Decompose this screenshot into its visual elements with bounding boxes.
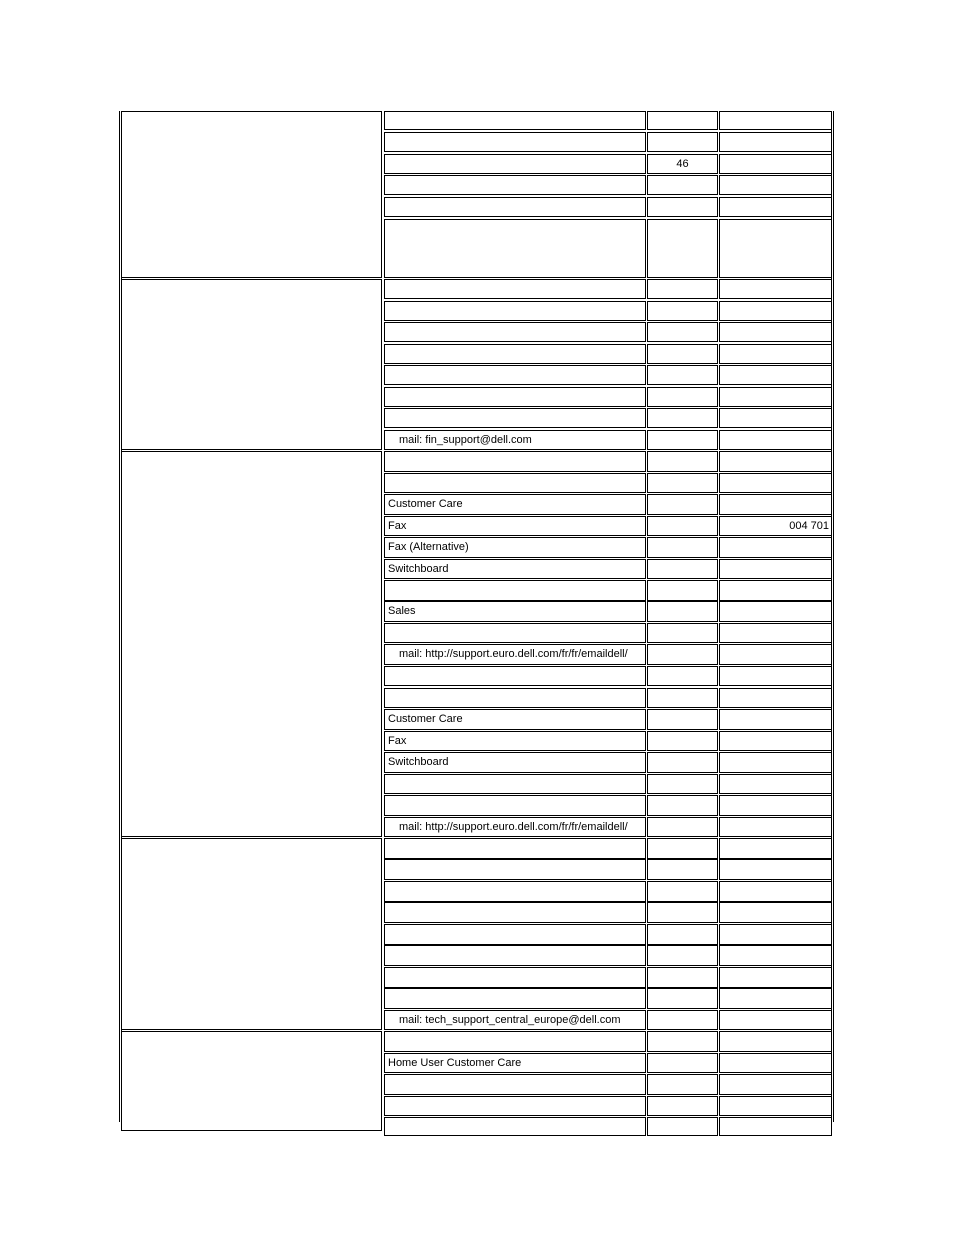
row-code-cell [647,1074,718,1095]
table-border-left [119,111,120,1122]
country-cell [121,1031,382,1131]
row-number-cell [719,817,832,837]
row-number-cell [719,731,832,751]
row-number-cell [719,301,832,321]
country-cell [121,451,382,837]
row-number-cell [719,537,832,558]
row-code-cell [647,988,718,1009]
row-label-cell [384,945,646,966]
row-code-cell [647,494,718,515]
row-code-cell [647,666,718,686]
row-number-cell [719,365,832,385]
row-code-cell [647,752,718,773]
row-code-cell [647,559,718,579]
row-code-cell [647,795,718,816]
row-label-cell [384,838,646,859]
row-label-cell [384,580,646,601]
row-code-cell [647,1053,718,1073]
row-code-cell [647,623,718,643]
row-number-cell [719,580,832,601]
row-label-cell [384,473,646,493]
row-label-cell [384,1096,646,1116]
row-number-cell [719,623,832,643]
row-code-cell [647,279,718,299]
row-code-cell [647,473,718,493]
row-code-cell [647,111,718,130]
row-label-cell [384,1117,646,1136]
row-label-cell [384,111,646,130]
row-number-cell [719,279,832,299]
row-number-cell: 004 701 [719,516,832,536]
row-label-cell: mail: fin_support@dell.com [384,430,646,450]
row-label-cell: Customer Care [384,494,646,515]
row-code-cell [647,838,718,859]
row-code-cell [647,688,718,708]
row-number-cell [719,902,832,923]
row-number-cell [719,752,832,773]
row-number-cell [719,1053,832,1073]
row-number-cell [719,494,832,515]
row-label-cell [384,688,646,708]
row-code-cell [647,132,718,152]
row-number-cell [719,967,832,988]
row-number-cell [719,132,832,152]
row-number-cell [719,1010,832,1030]
row-label-cell [384,322,646,342]
row-code-cell: 46 [647,154,718,174]
row-label-cell [384,666,646,686]
row-code-cell [647,301,718,321]
row-code-cell [647,774,718,794]
row-code-cell [647,451,718,472]
row-number-cell [719,988,832,1009]
row-label-cell [384,175,646,195]
row-label-cell [384,387,646,407]
row-label-cell: Fax (Alternative) [384,537,646,558]
row-label-cell [384,301,646,321]
row-code-cell [647,1096,718,1116]
row-code-cell [647,219,718,278]
row-label-cell [384,859,646,880]
row-number-cell [719,644,832,665]
row-number-cell [719,473,832,493]
row-code-cell [647,1031,718,1052]
row-label-cell: Home User Customer Care [384,1053,646,1073]
row-number-cell [719,709,832,730]
row-code-cell [647,175,718,195]
row-number-cell [719,322,832,342]
row-number-cell [719,175,832,195]
row-label-cell: Fax [384,731,646,751]
row-number-cell [719,559,832,579]
row-code-cell [647,601,718,622]
row-number-cell [719,795,832,816]
row-label-cell [384,1074,646,1095]
row-number-cell [719,344,832,364]
row-code-cell [647,387,718,407]
row-label-cell [384,795,646,816]
row-code-cell [647,430,718,450]
row-number-cell [719,1117,832,1136]
row-code-cell [647,967,718,988]
row-code-cell [647,945,718,966]
row-label-cell [384,154,646,174]
row-number-cell [719,774,832,794]
row-code-cell [647,644,718,665]
row-label-cell: Switchboard [384,752,646,773]
row-label-cell [384,132,646,152]
row-number-cell [719,430,832,450]
row-code-cell [647,709,718,730]
row-number-cell [719,408,832,428]
row-number-cell [719,859,832,880]
row-code-cell [647,1117,718,1136]
row-label-cell [384,344,646,364]
country-cell [121,838,382,1030]
row-number-cell [719,451,832,472]
row-number-cell [719,924,832,945]
row-code-cell [647,322,718,342]
row-label-cell [384,219,646,278]
row-label-cell: Sales [384,601,646,622]
row-label-cell [384,1031,646,1052]
row-label-cell [384,451,646,472]
row-label-cell: Switchboard [384,559,646,579]
row-code-cell [647,344,718,364]
row-code-cell [647,902,718,923]
row-code-cell [647,197,718,217]
row-label-cell: mail: tech_support_central_europe@dell.com [384,1010,646,1030]
row-number-cell [719,881,832,902]
row-code-cell [647,580,718,601]
row-code-cell [647,1010,718,1030]
row-label-cell [384,924,646,945]
row-number-cell [719,111,832,130]
row-number-cell [719,1031,832,1052]
row-label-cell [384,967,646,988]
row-number-cell [719,1096,832,1116]
row-number-cell [719,1074,832,1095]
row-label-cell [384,623,646,643]
row-number-cell [719,945,832,966]
row-number-cell [719,219,832,278]
row-label-cell [384,408,646,428]
country-cell [121,111,382,278]
row-label-cell [384,197,646,217]
row-number-cell [719,666,832,686]
row-code-cell [647,516,718,536]
row-number-cell [719,601,832,622]
row-code-cell [647,817,718,837]
row-code-cell [647,408,718,428]
row-number-cell [719,197,832,217]
country-cell [121,279,382,450]
row-number-cell [719,838,832,859]
row-label-cell [384,988,646,1009]
row-label-cell [384,279,646,299]
row-code-cell [647,881,718,902]
row-number-cell [719,688,832,708]
row-label-cell: Fax [384,516,646,536]
row-number-cell [719,154,832,174]
row-code-cell [647,859,718,880]
row-code-cell [647,537,718,558]
row-code-cell [647,365,718,385]
row-label-cell [384,902,646,923]
row-label-cell [384,881,646,902]
row-label-cell: Customer Care [384,709,646,730]
row-number-cell [719,387,832,407]
row-label-cell: mail: http://support.euro.dell.com/fr/fr/emaildell/ [384,644,646,665]
table-border-right [833,111,834,1122]
row-code-cell [647,731,718,751]
row-label-cell: mail: http://support.euro.dell.com/fr/fr/emaildell/ [384,817,646,837]
row-code-cell [647,924,718,945]
row-label-cell [384,365,646,385]
row-label-cell [384,774,646,794]
